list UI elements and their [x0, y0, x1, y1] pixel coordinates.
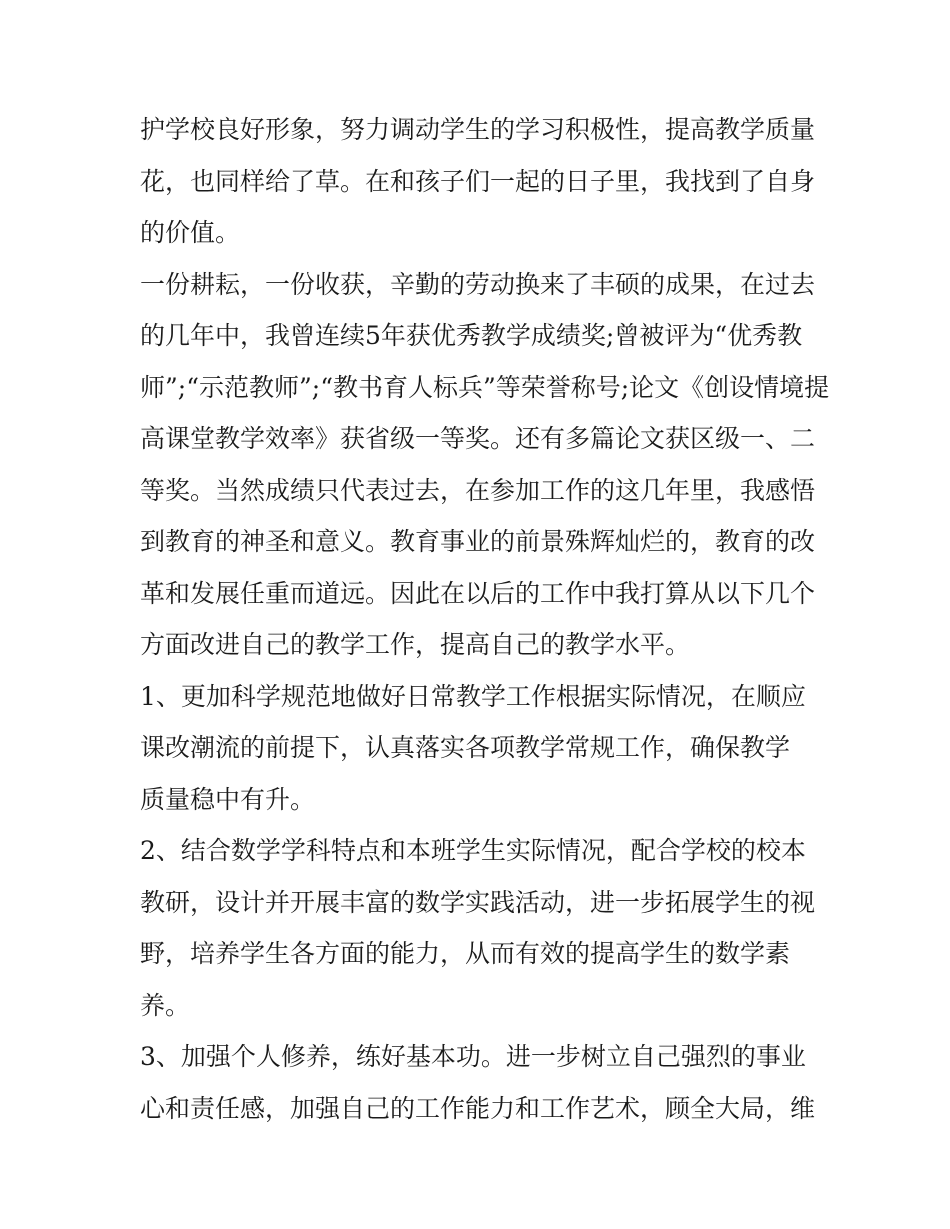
- text-line: 高课堂教学效率》获省级一等奖。还有多篇论文获区级一、二: [140, 424, 816, 453]
- text-line: 一份耕耘，一份收获，辛勤的劳动换来了丰硕的成果，在过去: [140, 269, 816, 299]
- text-line: 质量稳中有升。: [140, 784, 316, 814]
- text-line: 的几年中，我曾连续5年获优秀教学成绩奖;曾被评为“优秀教: [140, 321, 803, 350]
- paragraph-item-3: [140, 1031, 820, 1134]
- text-line: 花，也同样给了草。在和孩子们一起的日子里，我找到了自身: [140, 166, 816, 196]
- text-line: 革和发展任重而道远。因此在以后的工作中我打算从以下几个: [140, 578, 816, 608]
- text-line: 3、加强个人修养，练好基本功。进一步树立自己强烈的事业: [140, 1042, 806, 1071]
- text-line: 教研，设计并开展丰富的数学实践活动，进一步拓展学生的视: [140, 887, 816, 917]
- paragraph-achievements: [140, 259, 830, 671]
- text-line: 等奖。当然成绩只代表过去，在参加工作的这几年里，我感悟: [140, 475, 816, 505]
- document-body: [140, 104, 830, 1134]
- paragraph-school-image: [140, 104, 820, 259]
- text-line: 心和责任感，加强自己的工作能力和工作艺术，顾全大局，维: [140, 1093, 816, 1123]
- text-line: 野，培养学生各方面的能力，从而有效的提高学生的数学素: [140, 939, 791, 968]
- text-line: 的价值。: [140, 218, 241, 247]
- text-line: 方面改进自己的教学工作，提高自己的教学水平。: [140, 630, 691, 659]
- paragraph-item-1: [140, 671, 820, 826]
- paragraph-item-2: [140, 825, 820, 1031]
- text-line: 1、更加科学规范地做好日常教学工作根据实际情况，在顺应: [140, 681, 806, 711]
- text-line: 养。: [140, 990, 191, 1020]
- text-line: 课改潮流的前提下，认真落实各项教学常规工作，确保教学: [140, 733, 791, 762]
- text-line: 到教育的神圣和意义。教育事业的前景殊辉灿烂的，教育的改: [140, 527, 816, 556]
- text-line: 护学校良好形象，努力调动学生的学习积极性，提高教学质量: [140, 115, 816, 144]
- text-line: 师”;“示范教师”;“教书育人标兵”等荣誉称号;论文《创设情境提: [140, 372, 830, 402]
- text-line: 2、结合数学学科特点和本班学生实际情况，配合学校的校本: [140, 836, 806, 865]
